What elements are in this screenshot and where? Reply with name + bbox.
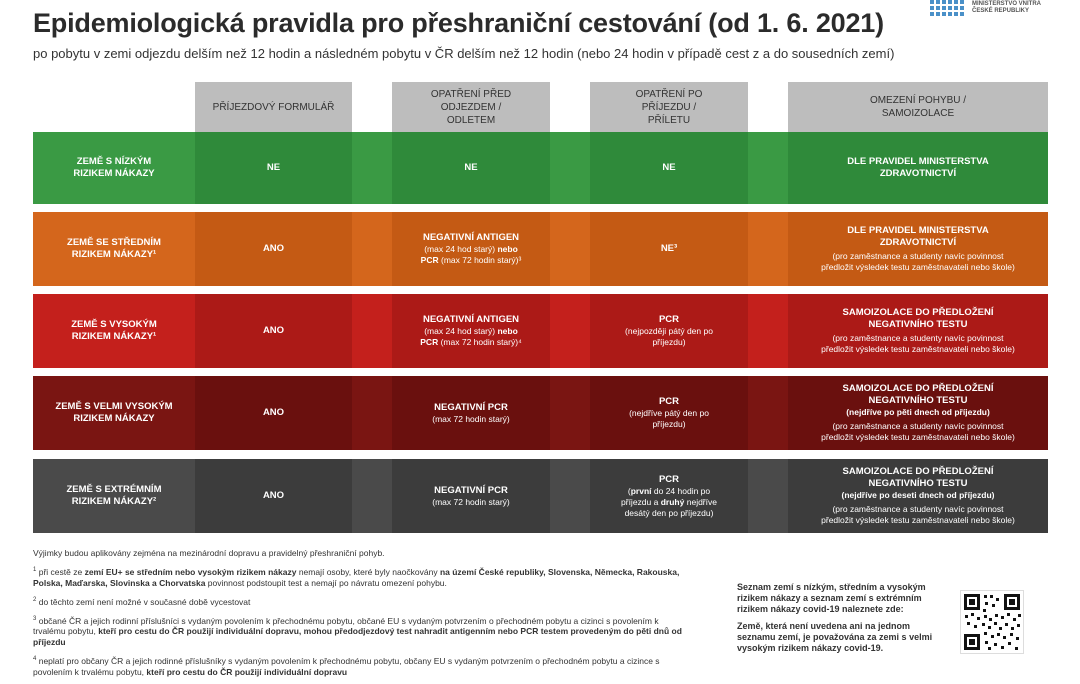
country-list-text: Seznam zemí s nízkým, středním a vysokým rizikem nákazy a seznam zemí s extrémním rizikem nákazy covid-19 naleznete zde: — [737, 582, 926, 614]
cell-limit: SAMOIZOLACE DO PŘEDLOŽENÍ NEGATIVNÍHO TESTU (nejdříve po deseti dnech od příjezdu) (pro zaměstnance a studenty navíc povinnost předložit výsledek testu zaměstnavateli nebo škole) — [788, 459, 1048, 533]
row-medium-risk — [33, 212, 1048, 286]
page-subtitle: po pobytu v zemi odjezdu delším než 12 hodin a následném pobytu v ČR delším než 12 hodin (nebo 24 hodin v případě cest z a do sousedních zemí) — [33, 46, 895, 61]
row-label: ZEMĚ S EXTRÉMNÍM RIZIKEM NÁKAZY² — [66, 484, 162, 507]
footnotes — [33, 548, 693, 684]
header-before: OPATŘENÍ PŘED ODJEZDEM / ODLETEM — [392, 82, 550, 132]
cell-limit: DLE PRAVIDEL MINISTERSTVA ZDRAVOTNICTVÍ (pro zaměstnance a studenty navíc povinnost předložit výsledek testu zaměstnavateli nebo škole) — [788, 212, 1048, 286]
ministry-logo — [930, 0, 1070, 22]
cell-form: ANO — [195, 294, 352, 368]
cell-after: PCR (nejpozději pátý den po příjezdu) — [590, 294, 748, 368]
row-label: ZEMĚ S NÍZKÝM RIZIKEM NÁKAZY — [73, 156, 155, 179]
cell-form: ANO — [195, 212, 352, 286]
qr-code-icon[interactable] — [960, 590, 1024, 654]
cell-before: NEGATIVNÍ ANTIGEN (max 24 hod starý) nebo PCR (max 72 hodin starý)³ — [392, 212, 550, 286]
footnote-4: $^4$ neplatí pro občany ČR a jejich rodinné příslušníky s vydaným povolením k přechodnému pobytu, občany EU s vydaným potvrzením o přechodném pobytu a cizince s povolením k trvalému pobytu, kteří pro cestu do ČR použijí individuální dopravu — [33, 656, 660, 678]
row-label: ZEMĚ S VELMI VYSOKÝM RIZIKEM NÁKAZY — [55, 401, 173, 424]
cell-form: ANO — [195, 459, 352, 533]
cell-limit: SAMOIZOLACE DO PŘEDLOŽENÍ NEGATIVNÍHO TESTU (pro zaměstnance a studenty navíc povinnost předložit výsledek testu zaměstnavateli nebo škole) — [788, 294, 1048, 368]
cell-after: NE³ — [590, 212, 748, 286]
logo-line-2: ČESKÉ REPUBLIKY — [972, 8, 1030, 14]
header-limit: OMEZENÍ POHYBU / SAMOIZOLACE — [788, 82, 1048, 132]
country-list-info — [737, 582, 947, 660]
cell-after: PCR (první do 24 hodin po příjezdu a druhý nejdříve desátý den po příjezdu) — [590, 459, 748, 533]
row-label: ZEMĚ SE STŘEDNÍM RIZIKEM NÁKAZY¹ — [67, 237, 161, 260]
row-high-risk — [33, 294, 1048, 368]
cell-limit: DLE PRAVIDEL MINISTERSTVA ZDRAVOTNICTVÍ — [788, 132, 1048, 204]
cell-form: NE — [195, 132, 352, 204]
row-very-high-risk — [33, 376, 1048, 450]
cell-before: NEGATIVNÍ ANTIGEN (max 24 hod starý) nebo PCR (max 72 hodin starý)⁴ — [392, 294, 550, 368]
row-label: ZEMĚ S VYSOKÝM RIZIKEM NÁKAZY¹ — [71, 319, 157, 342]
notes-intro: Výjimky budou aplikovány zejména na mezinárodní dopravu a pravidelný přeshraniční pohyb. — [33, 548, 385, 558]
page-title: Epidemiologická pravidla pro přeshraniční cestování (od 1. 6. 2021) — [33, 8, 884, 38]
cell-after: PCR (nejdříve pátý den po příjezdu) — [590, 376, 748, 450]
footnote-3: $^3$ občané ČR a jejich rodinní příslušníci s vydaným povolením k přechodnému pobytu, občané EU s vydaným potvrzením o přechodném pobytu a cizinci s povolením k trvalému pobytu, kteří pro cestu do ČR použijí individuální dopravu, mohou předodjezdový test nahradit antigenním nebo PCR testem provedeným do pěti dnů od příjezdu — [33, 615, 682, 648]
unlisted-country-text: Země, která není uvedena ani na jednom seznamu zemí, je považována za zemi s velmi vysokým rizikem nákazy covid-19. — [737, 621, 933, 653]
cell-before: NEGATIVNÍ PCR (max 72 hodin starý) — [392, 459, 550, 533]
footnote-1: $^1$ při cestě ze zemí EU+ se středním nebo vysokým rizikem nákazy nemají osoby, které byly naočkovány na území České republiky, Slovenska, Německa, Rakouska, Polska, Maďarska, Slovinska a Chorvatska povinnost podstoupit test a nemají po návratu omezení pohybu. — [33, 566, 680, 588]
logo-line-1: MINISTERSTVO VNITRA — [972, 1, 1042, 7]
row-low-risk — [33, 132, 1048, 204]
header-after: OPATŘENÍ PO PŘÍJEZDU / PŘÍLETU — [590, 82, 748, 132]
row-extreme-risk — [33, 459, 1048, 533]
cell-form: ANO — [195, 376, 352, 450]
footnote-2: $^2$ do těchto zemí není možné v současné době vycestovat — [33, 596, 251, 607]
cell-limit: SAMOIZOLACE DO PŘEDLOŽENÍ NEGATIVNÍHO TESTU (nejdříve po pěti dnech od příjezdu) (pro zaměstnance a studenty navíc povinnost předložit výsledek testu zaměstnavateli nebo škole) — [788, 376, 1048, 450]
cell-before: NEGATIVNÍ PCR (max 72 hodin starý) — [392, 376, 550, 450]
header-form: PŘÍJEZDOVÝ FORMULÁŘ — [195, 82, 352, 132]
logo-grid-icon — [930, 0, 966, 16]
cell-after: NE — [590, 132, 748, 204]
cell-before: NE — [392, 132, 550, 204]
